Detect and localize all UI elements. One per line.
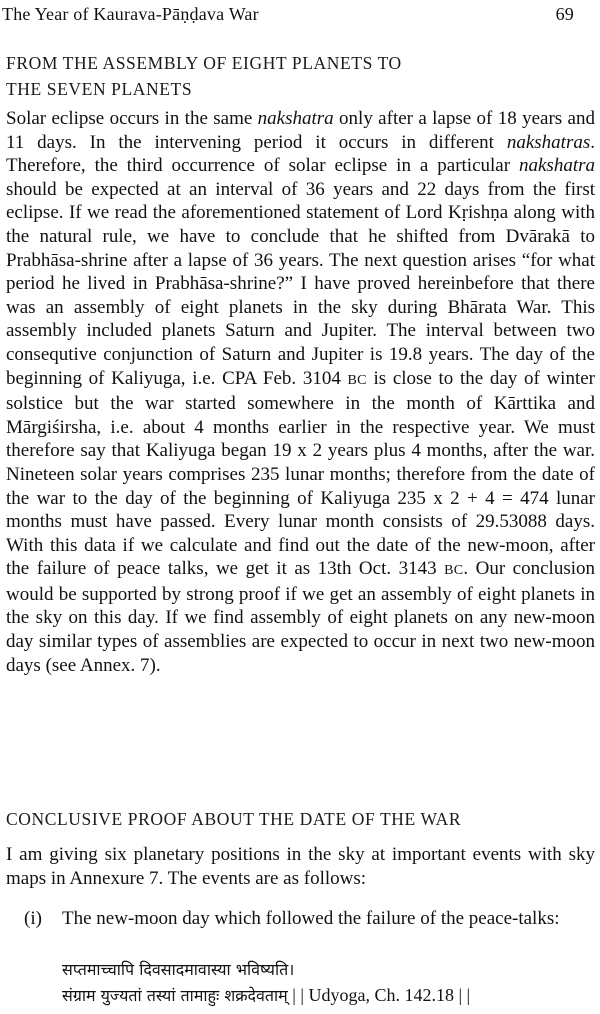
sanskrit-verse-text: संग्राम युज्यतां तस्यां तामाहुः शक्रदेवताम् <box>62 986 288 1005</box>
term-nakshatra: nakshatra <box>519 155 595 177</box>
running-head-title: The Year of Kaurava-Pāṇḍava War <box>2 4 259 24</box>
era-abbreviation: BC <box>444 563 464 579</box>
running-head <box>0 2 596 26</box>
section-heading-line-2: THE SEVEN PLANETS <box>6 79 193 99</box>
verse-citation: | | Udyoga, Ch. 142.18 | | <box>287 985 471 1005</box>
text-run: . Our conclusion would be supported by strong proof if we get an assembly of eight planets in the sky on this day. If we find assembly of eight planets on any new-moon day similar types of assemblies are expected to occur in next two new-moon days (see Annex. 7). <box>6 558 595 676</box>
paragraph-solar-eclipse <box>6 107 595 677</box>
text-run: only after a lapse of 18 years and 11 days. In the intervening period it occurs in different <box>6 108 595 153</box>
text-run: is close to the day of winter solstice but the war started somewhere in the month of Kārttika and Mārgiśirsha, i.e. about 4 months earlier in the respective year. We must therefore say that Kaliyuga began 19 x 2 years plus 4 months, after the war. Nineteen solar years comprises 235 lunar months; therefore from the date of the war to the day of the beginning of Kaliyuga 235 x 2 + 4 = 474 lunar months must have passed. Every lunar month consists of 29.53088 days. With this data if we calculate and find out the date of the new-moon, after the failure of peace talks, we get it as 13th Oct. 3143 <box>6 367 595 580</box>
era-abbreviation: BC <box>347 372 367 388</box>
sanskrit-verse-line-2 <box>62 983 597 1008</box>
section-heading-assembly <box>6 50 576 102</box>
page-number: 69 <box>555 4 574 24</box>
text-run: should be expected at an interval of 36 years and 22 days from the first eclipse. If we read the aforementioned statement of Lord Kṛishṇa along with the natural rule, we have to conclude that he shifted from Dvārakā to Prabhāsa-shrine after a lapse of 36 years. The next question arises “for what period he lived in Prabhāsa-shrine?” I have proved hereinbefore that there was an assembly of eight planets in the sky during Bhārata War. This assembly included planets Saturn and Jupiter. The interval between two consequtive conjunction of Saturn and Jupiter is 19.8 years. The day of the beginning of Kaliyuga, i.e. CPA Feb. 3104 <box>6 178 595 389</box>
term-nakshatras: nakshatras <box>506 131 591 153</box>
text-run: . Therefore, the third occurrence of solar eclipse in a particular <box>6 131 595 177</box>
paragraph-planetary-positions: I am giving six planetary positions in the sky at important events with sky maps in Annexure 7. The events are as follows: <box>6 844 595 889</box>
list-item-text: The new-moon day which followed the failure of the peace-talks: <box>62 908 560 929</box>
section-heading-line-1: FROM THE ASSEMBLY OF EIGHT PLANETS TO <box>6 53 402 73</box>
section-heading-conclusive-proof: CONCLUSIVE PROOF ABOUT THE DATE OF THE WAR <box>6 809 462 829</box>
sanskrit-verse-line-1: सप्तमाच्चापि दिवसादमावास्या भविष्यति। <box>62 960 295 979</box>
list-item-marker: (i) <box>24 908 42 929</box>
term-nakshatra: nakshatra <box>257 108 334 129</box>
text-run: Solar eclipse occurs in the same <box>6 108 258 129</box>
